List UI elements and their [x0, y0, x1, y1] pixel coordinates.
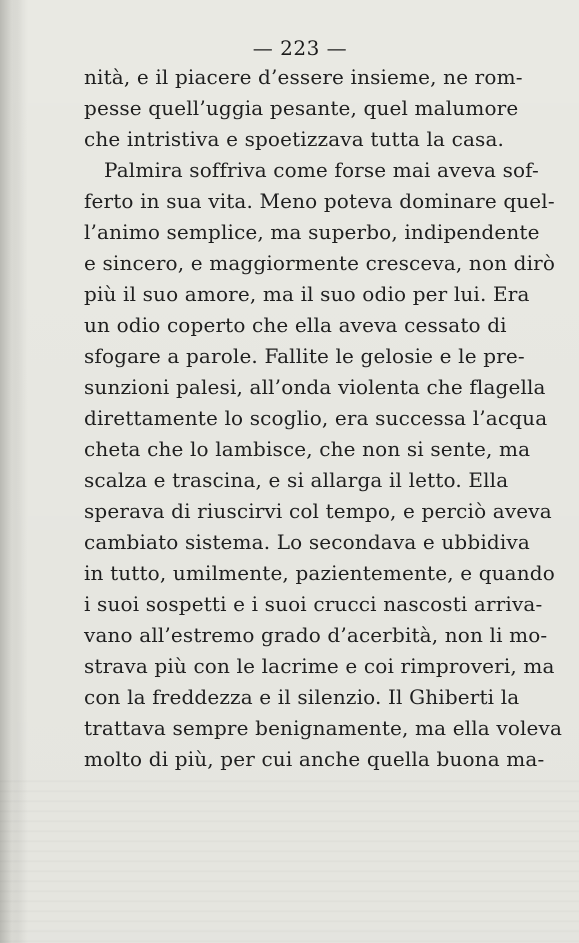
text-line: più il suo amore, ma il suo odio per lui. Era — [84, 282, 530, 306]
text-line: nità, e il piacere d’essere insieme, ne rom- — [84, 65, 523, 89]
text-line: i suoi sospetti e i suoi crucci nascosti arriva- — [84, 592, 543, 616]
text-line: in tutto, umilmente, pazientemente, e quando — [84, 561, 555, 585]
text-line: sperava di riuscirvi col tempo, e perciò aveva — [84, 499, 552, 523]
text-line: e sincero, e maggiormente cresceva, non dirò — [84, 251, 556, 275]
page-number: — 223 — — [252, 36, 348, 60]
text-line: con la freddezza e il silenzio. Il Ghiberti la — [84, 685, 520, 709]
text-line: cheta che lo lambisce, che non si sente, ma — [84, 437, 531, 461]
text-line: un odio coperto che ella aveva cessato di — [84, 313, 507, 337]
text-line: molto di più, per cui anche quella buona ma- — [84, 747, 545, 771]
paragraph-start-line: Palmira soffriva come forse mai aveva sof- — [104, 158, 539, 182]
text-block — [84, 62, 563, 775]
text-line: cambiato sistema. Lo secondava e ubbidiva — [84, 530, 530, 554]
text-line: sfogare a parole. Fallite le gelosie e le pre- — [84, 344, 525, 368]
text-line: sunzioni palesi, all’onda violenta che flagella — [84, 375, 546, 399]
text-line: l’animo semplice, ma superbo, indipendente — [84, 220, 540, 244]
text-line: strava più con le lacrime e coi rimproveri, ma — [84, 654, 555, 678]
text-line: pesse quell’uggia pesante, quel malumore — [84, 96, 519, 120]
page-binding-shadow — [0, 0, 22, 943]
text-line: vano all’estremo grado d’acerbità, non li mo- — [84, 623, 548, 647]
text-line: ferto in sua vita. Meno poteva dominare quel- — [84, 189, 555, 213]
text-line: che intristiva e spoetizzava tutta la casa. — [84, 127, 505, 151]
text-line: trattava sempre benignamente, ma ella voleva — [84, 716, 563, 740]
text-line: direttamente lo scoglio, era successa l’acqua — [84, 406, 548, 430]
page-texture — [0, 773, 579, 943]
text-line: scalza e trascina, e si allarga il letto. Ella — [84, 468, 509, 492]
